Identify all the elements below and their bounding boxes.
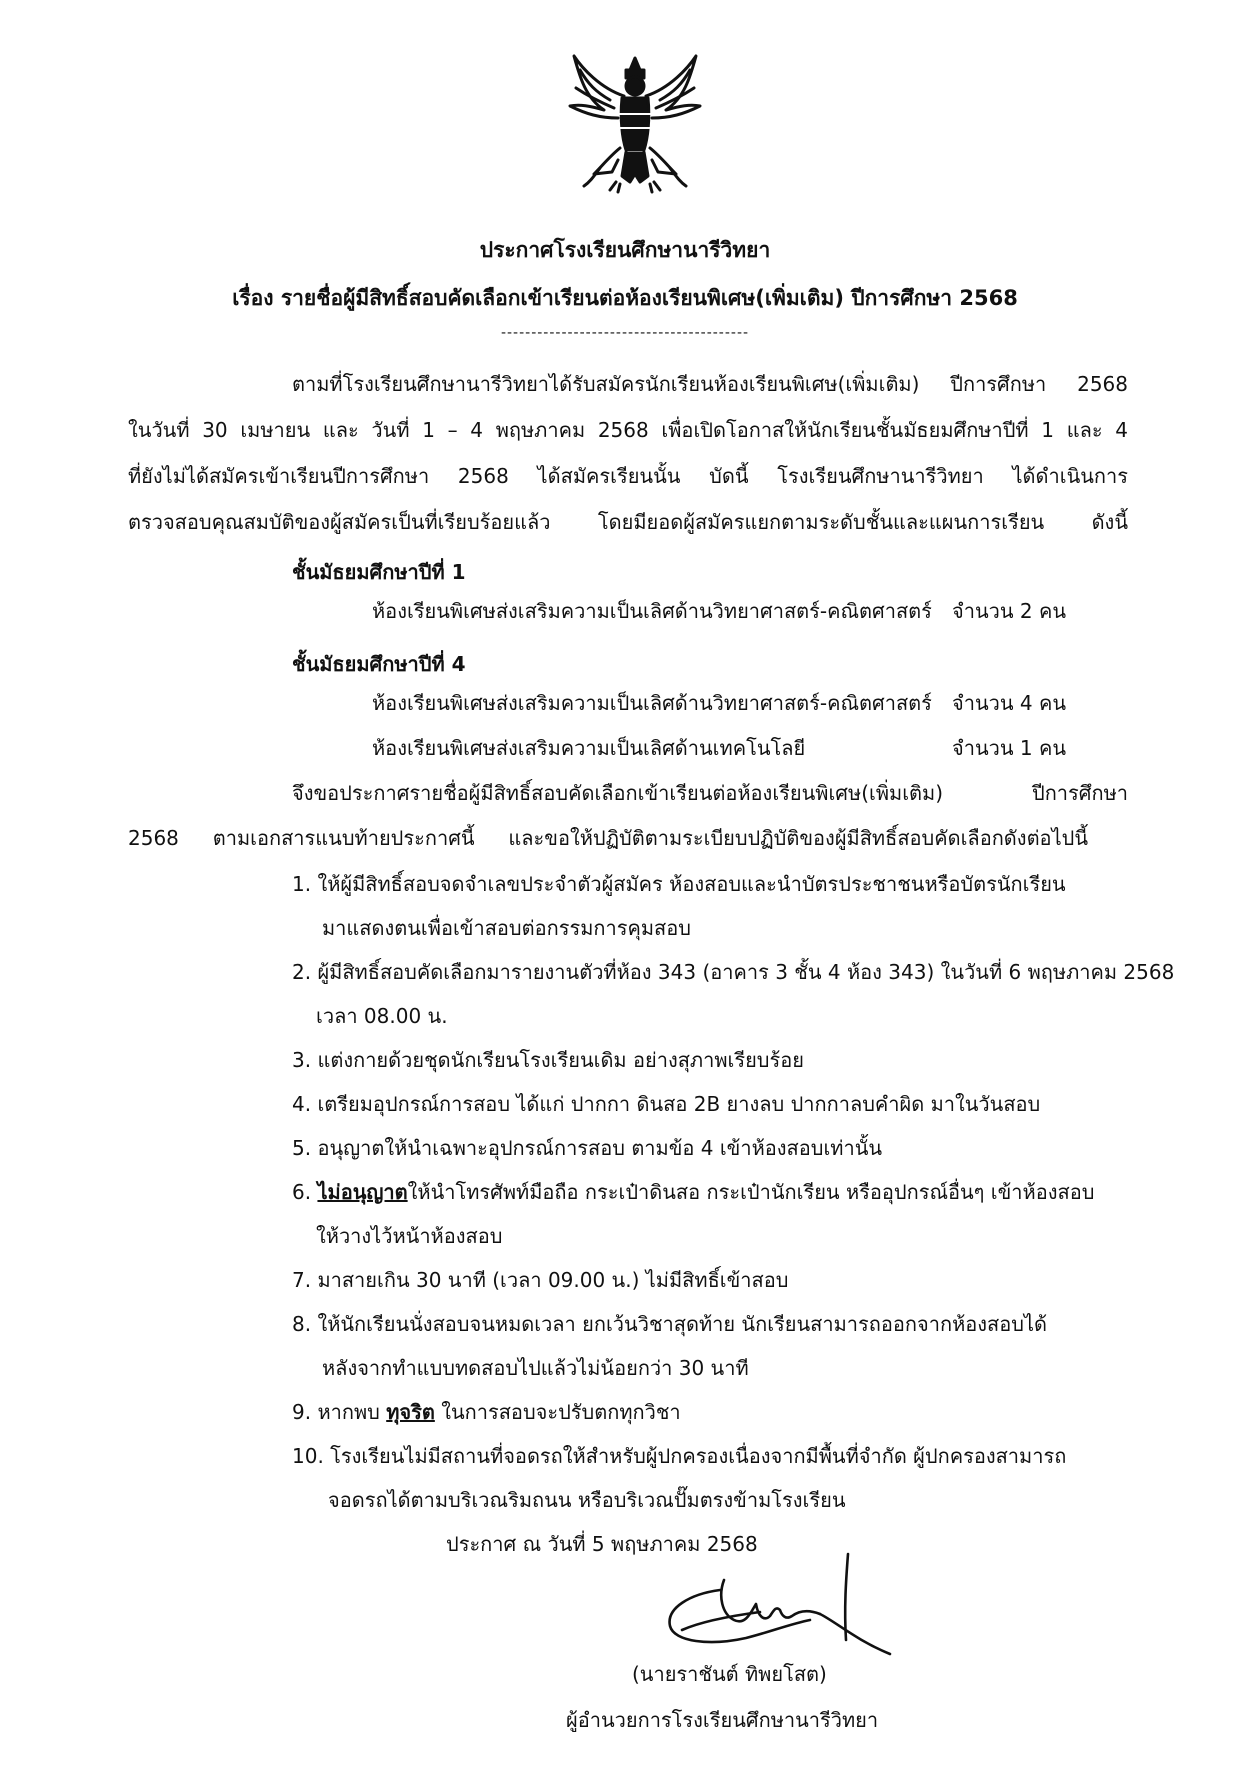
rule-text: ในการสอบจะปรับตกทุกวิชา bbox=[434, 1400, 681, 1424]
rule-item: 2. ผู้มีสิทธิ์สอบคัดเลือกมารายงานตัวที่ห้อง 343 (อาคาร 3 ชั้น 4 ห้อง 343) ในวันที่ 6 พฤษภาคม 2568 bbox=[292, 960, 1175, 984]
handwritten-signature bbox=[660, 1550, 920, 1660]
separator: ----------------------------------------- bbox=[500, 325, 750, 341]
program-count: จำนวน 1 คน bbox=[952, 736, 1067, 760]
level-heading: ชั้นมัธยมศึกษาปีที่ 4 bbox=[292, 652, 466, 676]
rule-text: ให้นำโทรศัพท์มือถือ กระเป๋าดินสอ กระเป๋านักเรียน หรืออุปกรณ์อื่นๆ เข้าห้องสอบ bbox=[407, 1180, 1095, 1204]
level-heading: ชั้นมัธยมศึกษาปีที่ 1 bbox=[292, 560, 466, 584]
rule-item bbox=[292, 1402, 681, 1422]
rule-item: 7. มาสายเกิน 30 นาที (เวลา 09.00 น.) ไม่มีสิทธิ์เข้าสอบ bbox=[292, 1268, 789, 1292]
rule-item-cont: เวลา 08.00 น. bbox=[316, 1004, 448, 1028]
program-count: จำนวน 4 คน bbox=[952, 691, 1067, 715]
signer-name: (นายราชันต์ ทิพยโสต) bbox=[632, 1662, 827, 1686]
announce-line: 2568 ตามเอกสารแนบท้ายประกาศนี้ และขอให้ปฏิบัติตามระเบียบปฏิบัติของผู้มีสิทธิ์สอบคัดเลือกดังต่อไปนี้ bbox=[128, 826, 1088, 850]
program-name: ห้องเรียนพิเศษส่งเสริมความเป็นเลิศด้านวิทยาศาสตร์-คณิตศาสตร์ bbox=[372, 599, 932, 623]
program-name: ห้องเรียนพิเศษส่งเสริมความเป็นเลิศด้านวิทยาศาสตร์-คณิตศาสตร์ bbox=[372, 691, 932, 715]
garuda-emblem-icon bbox=[560, 48, 710, 198]
intro-line: ตามที่โรงเรียนศึกษานารีวิทยาได้รับสมัครนักเรียนห้องเรียนพิเศษ(เพิ่มเติม) ปีการศึกษา 2568 bbox=[292, 372, 1128, 396]
rule-emphasis: ไม่อนุญาต bbox=[317, 1180, 408, 1204]
rule-item: 8. ให้นักเรียนนั่งสอบจนหมดเวลา ยกเว้นวิชาสุดท้าย นักเรียนสามารถออกจากห้องสอบได้ bbox=[292, 1312, 1047, 1336]
announcement-date: ประกาศ ณ วันที่ 5 พฤษภาคม 2568 bbox=[446, 1532, 758, 1556]
signer-position: ผู้อำนวยการโรงเรียนศึกษานารีวิทยา bbox=[566, 1708, 879, 1732]
rule-emphasis: ทุจริต bbox=[386, 1400, 435, 1424]
rule-prefix: 6. bbox=[292, 1180, 318, 1204]
program-count: จำนวน 2 คน bbox=[952, 599, 1067, 623]
intro-line: ตรวจสอบคุณสมบัติของผู้สมัครเป็นที่เรียบร้อยแล้ว โดยมียอดผู้สมัครแยกตามระดับชั้นและแผนการเรียน ดังนี้ bbox=[128, 510, 1128, 534]
rule-item: 10. โรงเรียนไม่มีสถานที่จอดรถให้สำหรับผู้ปกครองเนื่องจากมีพื้นที่จำกัด ผู้ปกครองสามารถ bbox=[292, 1444, 1067, 1468]
rule-item: 1. ให้ผู้มีสิทธิ์สอบจดจำเลขประจำตัวผู้สมัคร ห้องสอบและนำบัตรประชาชนหรือบัตรนักเรียน bbox=[292, 872, 1066, 896]
intro-line: ในวันที่ 30 เมษายน และ วันที่ 1 – 4 พฤษภาคม 2568 เพื่อเปิดโอกาสให้นักเรียนชั้นมัธยมศึกษาปีที่ 1 และ 4 bbox=[128, 418, 1128, 442]
rule-item-cont: หลังจากทำแบบทดสอบไปแล้วไม่น้อยกว่า 30 นาที bbox=[322, 1356, 749, 1380]
rule-item: 4. เตรียมอุปกรณ์การสอบ ได้แก่ ปากกา ดินสอ 2B ยางลบ ปากกาลบคำผิด มาในวันสอบ bbox=[292, 1092, 1041, 1116]
rule-prefix: 9. หากพบ bbox=[292, 1400, 387, 1424]
rule-item-cont: จอดรถได้ตามบริเวณริมถนน หรือบริเวณปั๊มตรงข้ามโรงเรียน bbox=[328, 1488, 846, 1512]
rule-item-cont: ให้วางไว้หน้าห้องสอบ bbox=[316, 1224, 503, 1248]
rule-item bbox=[292, 1182, 1094, 1202]
rule-item: 3. แต่งกายด้วยชุดนักเรียนโรงเรียนเดิม อย่างสุภาพเรียบร้อย bbox=[292, 1048, 804, 1072]
rule-item-cont: มาแสดงตนเพื่อเข้าสอบต่อกรรมการคุมสอบ bbox=[322, 916, 691, 940]
rule-item: 5. อนุญาตให้นำเฉพาะอุปกรณ์การสอบ ตามข้อ 4 เข้าห้องสอบเท่านั้น bbox=[292, 1136, 883, 1160]
announce-line: จึงขอประกาศรายชื่อผู้มีสิทธิ์สอบคัดเลือกเข้าเรียนต่อห้องเรียนพิเศษ(เพิ่มเติม) ปีการศึกษา bbox=[292, 781, 1128, 805]
subject-line: เรื่อง รายชื่อผู้มีสิทธิ์สอบคัดเลือกเข้าเรียนต่อห้องเรียนพิเศษ(เพิ่มเติม) ปีการศึกษา 2568 bbox=[232, 286, 1018, 310]
program-name: ห้องเรียนพิเศษส่งเสริมความเป็นเลิศด้านเทคโนโลยี bbox=[372, 736, 806, 760]
page-title: ประกาศโรงเรียนศึกษานารีวิทยา bbox=[479, 238, 771, 262]
intro-line: ที่ยังไม่ได้สมัครเข้าเรียนปีการศึกษา 2568 ได้สมัครเรียนนั้น บัดนี้ โรงเรียนศึกษานารีวิทยา ได้ดำเนินการ bbox=[128, 464, 1128, 488]
